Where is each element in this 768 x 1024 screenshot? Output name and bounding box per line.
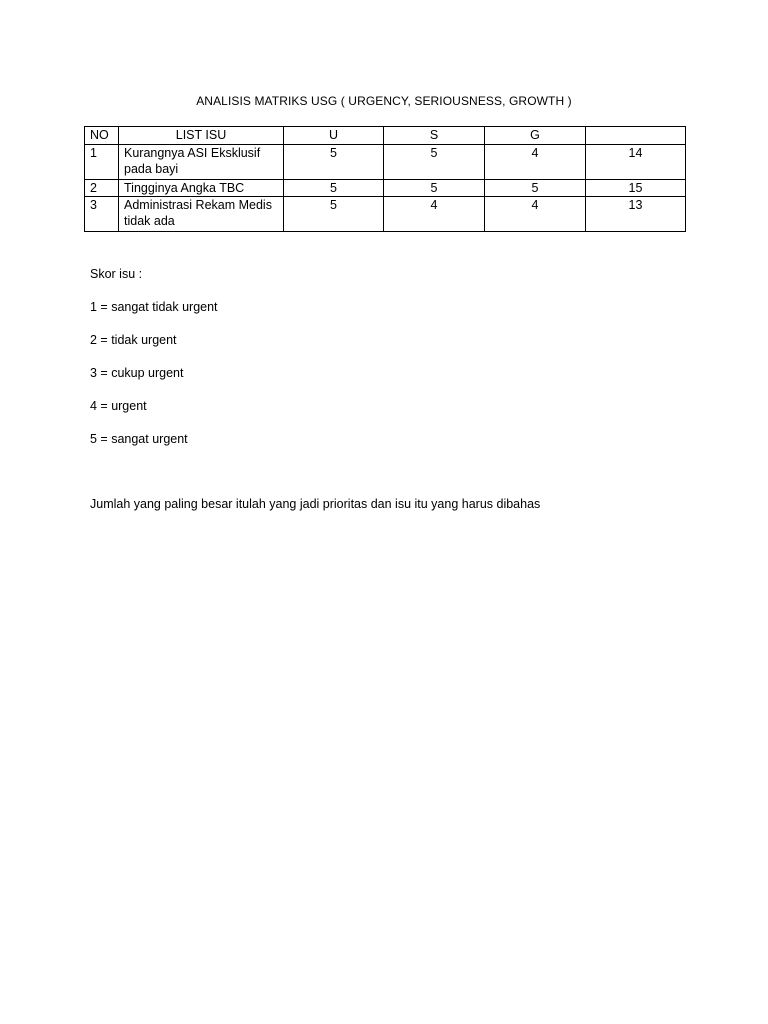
header-list-isu: LIST ISU (119, 127, 284, 145)
cell-no: 1 (85, 145, 119, 180)
cell-no: 2 (85, 180, 119, 197)
header-s: S (384, 127, 485, 145)
cell-issue: Administrasi Rekam Medis tidak ada (119, 197, 284, 232)
cell-u: 5 (284, 145, 384, 180)
table-header-row (85, 127, 686, 145)
cell-g: 4 (485, 145, 586, 180)
cell-issue: Kurangnya ASI Eksklusif pada bayi (119, 145, 284, 180)
score-item-1: 1 = sangat tidak urgent (90, 300, 218, 314)
header-g: G (485, 127, 586, 145)
cell-u: 5 (284, 180, 384, 197)
score-item-2: 2 = tidak urgent (90, 333, 177, 347)
cell-no: 3 (85, 197, 119, 232)
table-row (85, 180, 686, 197)
cell-total: 14 (586, 145, 686, 180)
score-item-3: 3 = cukup urgent (90, 366, 184, 380)
header-total (586, 127, 686, 145)
score-item-5: 5 = sangat urgent (90, 432, 188, 446)
cell-s: 5 (384, 180, 485, 197)
table-row (85, 145, 686, 180)
cell-g: 5 (485, 180, 586, 197)
cell-total: 15 (586, 180, 686, 197)
cell-s: 4 (384, 197, 485, 232)
cell-s: 5 (384, 145, 485, 180)
cell-issue: Tingginya Angka TBC (119, 180, 284, 197)
header-u: U (284, 127, 384, 145)
usg-matrix-table (84, 126, 686, 232)
score-item-4: 4 = urgent (90, 399, 147, 413)
page-title: ANALISIS MATRIKS USG ( URGENCY, SERIOUSNESS, GROWTH ) (196, 94, 572, 108)
cell-u: 5 (284, 197, 384, 232)
conclusion-text: Jumlah yang paling besar itulah yang jadi prioritas dan isu itu yang harus dibahas (90, 497, 541, 511)
cell-g: 4 (485, 197, 586, 232)
table-row (85, 197, 686, 232)
header-no: NO (85, 127, 119, 145)
score-heading: Skor isu : (90, 267, 143, 281)
cell-total: 13 (586, 197, 686, 232)
